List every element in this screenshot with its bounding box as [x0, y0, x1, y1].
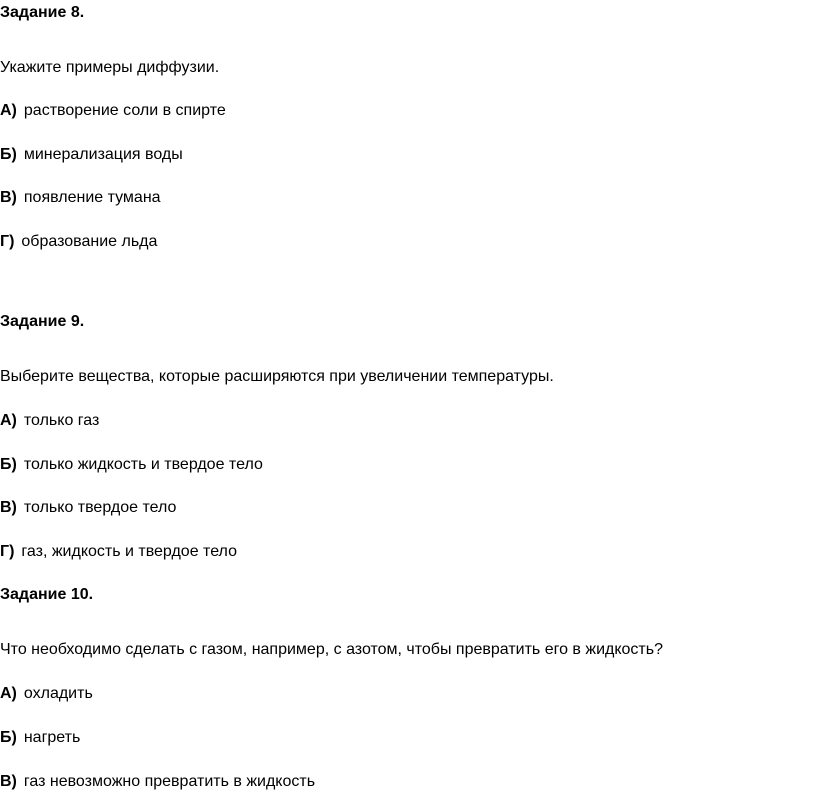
task-10-question: Что необходимо сделать с газом, например, с азотом, чтобы превратить его в жидкость? [0, 641, 663, 658]
option-letter: В) [0, 773, 17, 790]
task-9-title: Задание 9. [0, 313, 85, 330]
option-letter: Б) [0, 456, 17, 473]
option-letter: А) [0, 685, 17, 702]
task-9-option-a [0, 411, 99, 431]
task-9-option-b [0, 455, 263, 475]
option-text: образование льда [21, 233, 158, 250]
task-10-option-b [0, 728, 80, 748]
option-letter: А) [0, 102, 17, 119]
task-8-option-a [0, 101, 226, 121]
option-letter: Б) [0, 146, 17, 163]
option-text: растворение соли в спирте [23, 102, 226, 119]
task-9-option-g [0, 542, 237, 562]
task-10-title: Задание 10. [0, 586, 94, 603]
task-8-option-v [0, 188, 161, 208]
option-text: минерализация воды [23, 146, 183, 163]
option-text: только твердое тело [23, 499, 177, 516]
task-10-option-v [0, 772, 315, 792]
option-letter: А) [0, 412, 17, 429]
task-8-option-g [0, 232, 157, 252]
task-8-option-b [0, 145, 183, 165]
option-letter: В) [0, 189, 17, 206]
task-8-title: Задание 8. [0, 4, 85, 21]
option-text: только жидкость и твердое тело [23, 456, 263, 473]
task-9-question: Выберите вещества, которые расширяются при увеличении температуры. [0, 368, 554, 385]
option-letter: Г) [0, 543, 15, 560]
option-letter: Г) [0, 233, 15, 250]
task-9-option-v [0, 498, 176, 518]
task-8-question: Укажите примеры диффузии. [0, 59, 220, 76]
option-text: газ, жидкость и твердое тело [21, 543, 237, 560]
option-text: нагреть [23, 729, 81, 746]
option-text: только газ [23, 412, 100, 429]
option-letter: В) [0, 499, 17, 516]
task-10-option-a [0, 684, 93, 704]
option-text: газ невозможно превратить в жидкость [23, 773, 316, 790]
option-text: охладить [23, 685, 93, 702]
option-letter: Б) [0, 729, 17, 746]
option-text: появление тумана [23, 189, 161, 206]
